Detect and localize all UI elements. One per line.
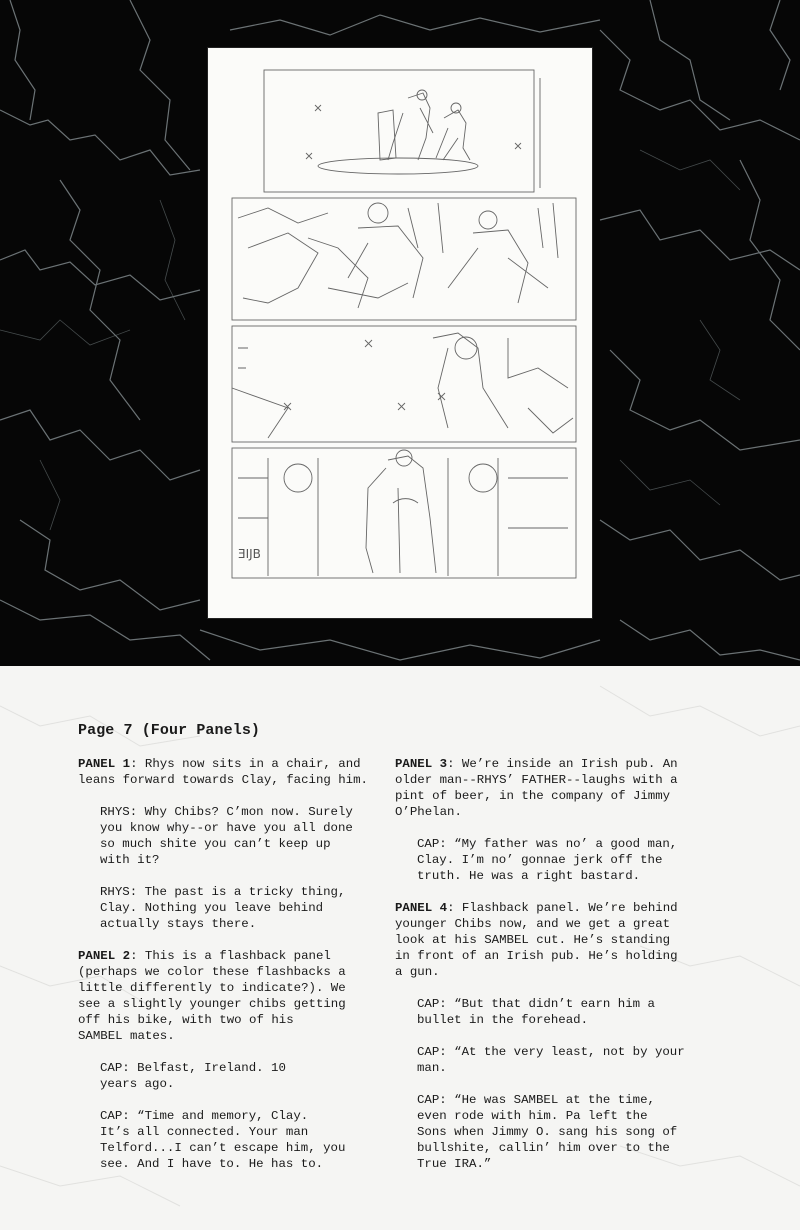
panel-text: : Flashback panel. We’re behind younger Chibs now, and we get a great look at his SAMBEL cut. He’s standing in front of an Irish pub. He’s holding a gun. [395, 901, 678, 979]
script-column-left [78, 756, 398, 1188]
panel-3-description [395, 756, 715, 820]
dialogue-line: RHYS: Why Chibs? C’mon now. Surely you know why--or have you all done so much shite you can’t keep up with it? [100, 805, 353, 867]
script-column-right [395, 756, 715, 1188]
panel-label: PANEL 2 [78, 949, 131, 963]
panel-label: PANEL 1 [78, 757, 131, 771]
caption-line: CAP: “But that didn’t earn him a bullet in the forehead. [417, 997, 655, 1027]
panel-label: PANEL 4 [395, 901, 448, 915]
caption-line: CAP: “He was SAMBEL at the time, even rode with him. Pa left the Sons when Jimmy O. sang his song of bullshite, callin’ him over to the True IRA.” [417, 1093, 678, 1171]
pencil-sketch-page [208, 48, 592, 618]
panel-text: : This is a flashback panel (perhaps we color these flashbacks a little differently to indicate?). We see a slightly younger chibs getting off his bike, with two of his SAMBEL mates. [78, 949, 346, 1043]
dialogue-line: RHYS: The past is a tricky thing, Clay. Nothing you leave behind actually stays there. [100, 885, 346, 931]
panel-text: : Rhys now sits in a chair, and leans forward towards Clay, facing him. [78, 757, 368, 787]
caption-line: CAP: Belfast, Ireland. 10 years ago. [100, 1061, 286, 1091]
caption-line: CAP: “Time and memory, Clay. It’s all connected. Your man Telford...I can’t escape him, you see. And I have to. He has to. [100, 1109, 346, 1171]
sketch-panel-3 [232, 326, 576, 442]
caption-line: CAP: “At the very least, not by your man. [417, 1045, 685, 1075]
panel-4-description [395, 900, 715, 980]
page-heading: Page 7 (Four Panels) [78, 722, 261, 739]
caption-line: CAP: “My father was no’ a good man, Clay. I’m no’ gonnae jerk off the truth. He was a right bastard. [417, 837, 678, 883]
panel-label: PANEL 3 [395, 757, 448, 771]
panel-1-description [78, 756, 398, 788]
sketch-panel-4 [232, 448, 576, 578]
panel-text: : We’re inside an Irish pub. An older man--RHYS’ FATHER--laughs with a pint of beer, in the company of Jimmy O’Phelan. [395, 757, 678, 819]
pencil-layout-drawing [208, 48, 592, 618]
panel-2-description [78, 948, 398, 1044]
sketch-signature: ƎIJB [238, 547, 261, 561]
